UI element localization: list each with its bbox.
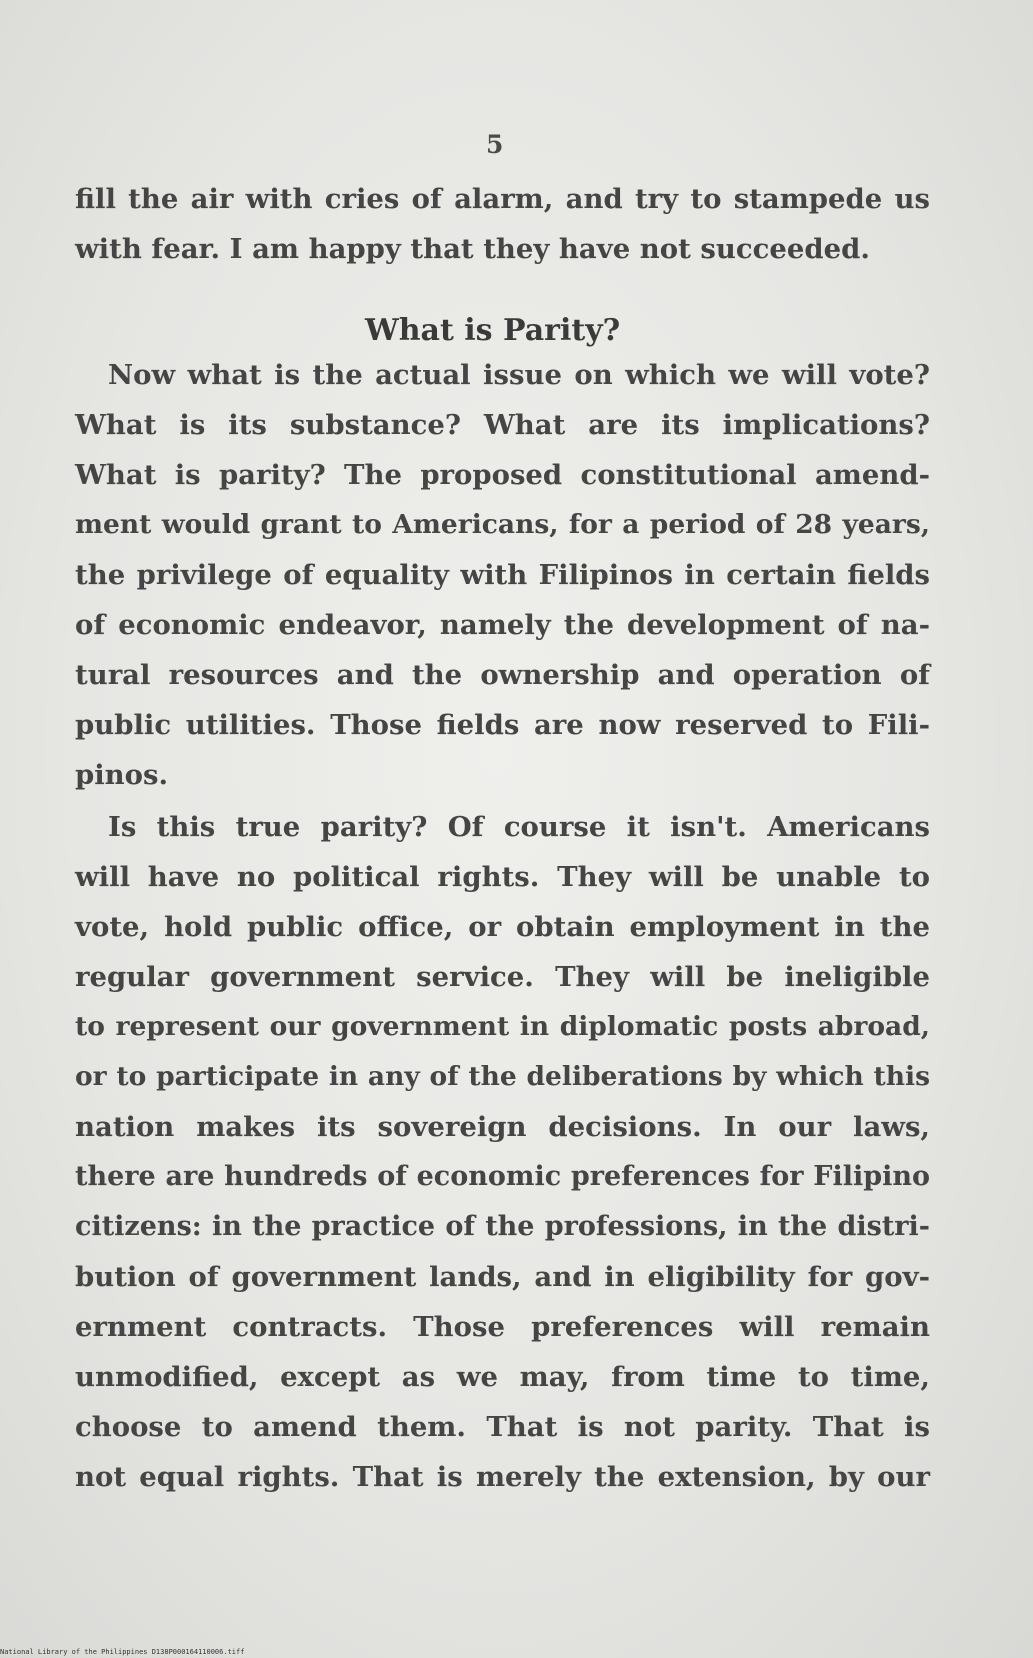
paragraph-line: ment would grant to Americans, for a period of 28 years, (75, 509, 930, 540)
paragraph-line: to represent our government in diplomatic posts abroad, (75, 1011, 930, 1042)
paragraph-line: will have no political rights. They will be unable to (75, 861, 930, 893)
paragraph-line: public utilities. Those fields are now reserved to Fili- (75, 709, 930, 741)
paragraph-line: Now what is the actual issue on which we will vote? (108, 359, 930, 391)
paragraph-line: Is this true parity? Of course it isn't. Americans (108, 811, 930, 843)
paragraph-line: unmodified, except as we may, from time to time, (75, 1361, 930, 1393)
paragraph-line: choose to amend them. That is not parity. That is (75, 1411, 930, 1443)
paragraph-line: not equal rights. That is merely the extension, by our (75, 1461, 930, 1493)
paragraph-line: of economic endeavor, namely the development of na- (75, 609, 930, 641)
scan-footer: National Library of the Philippines D138P000164110006.tiff (0, 1648, 245, 1656)
paragraph-line: vote, hold public office, or obtain employment in the (75, 911, 930, 943)
page-number: 5 (486, 130, 504, 159)
section-heading: What is Parity? (365, 313, 621, 348)
paragraph-line: regular government service. They will be ineligible (75, 961, 930, 993)
paragraph-line: pinos. (75, 759, 169, 791)
paragraph-line: citizens: in the practice of the professions, in the distri- (75, 1211, 930, 1242)
paragraph-line: nation makes its sovereign decisions. In our laws, (75, 1111, 930, 1143)
paragraph-line: ernment contracts. Those preferences will remain (75, 1311, 930, 1343)
paragraph-line: there are hundreds of economic preferences for Filipino (75, 1161, 930, 1192)
intro-line: fill the air with cries of alarm, and try to stampede us (75, 183, 930, 215)
paragraph-line: bution of government lands, and in eligibility for gov- (75, 1261, 930, 1293)
paragraph-line: the privilege of equality with Filipinos in certain fields (75, 559, 930, 591)
paragraph-line: or to participate in any of the deliberations by which this (75, 1061, 930, 1092)
paragraph-line: tural resources and the ownership and operation of (75, 659, 930, 691)
paragraph-line: What is its substance? What are its implications? (75, 409, 930, 441)
intro-line: with fear. I am happy that they have not succeeded. (75, 233, 870, 265)
paragraph-line: What is parity? The proposed constitutional amend- (75, 459, 930, 491)
